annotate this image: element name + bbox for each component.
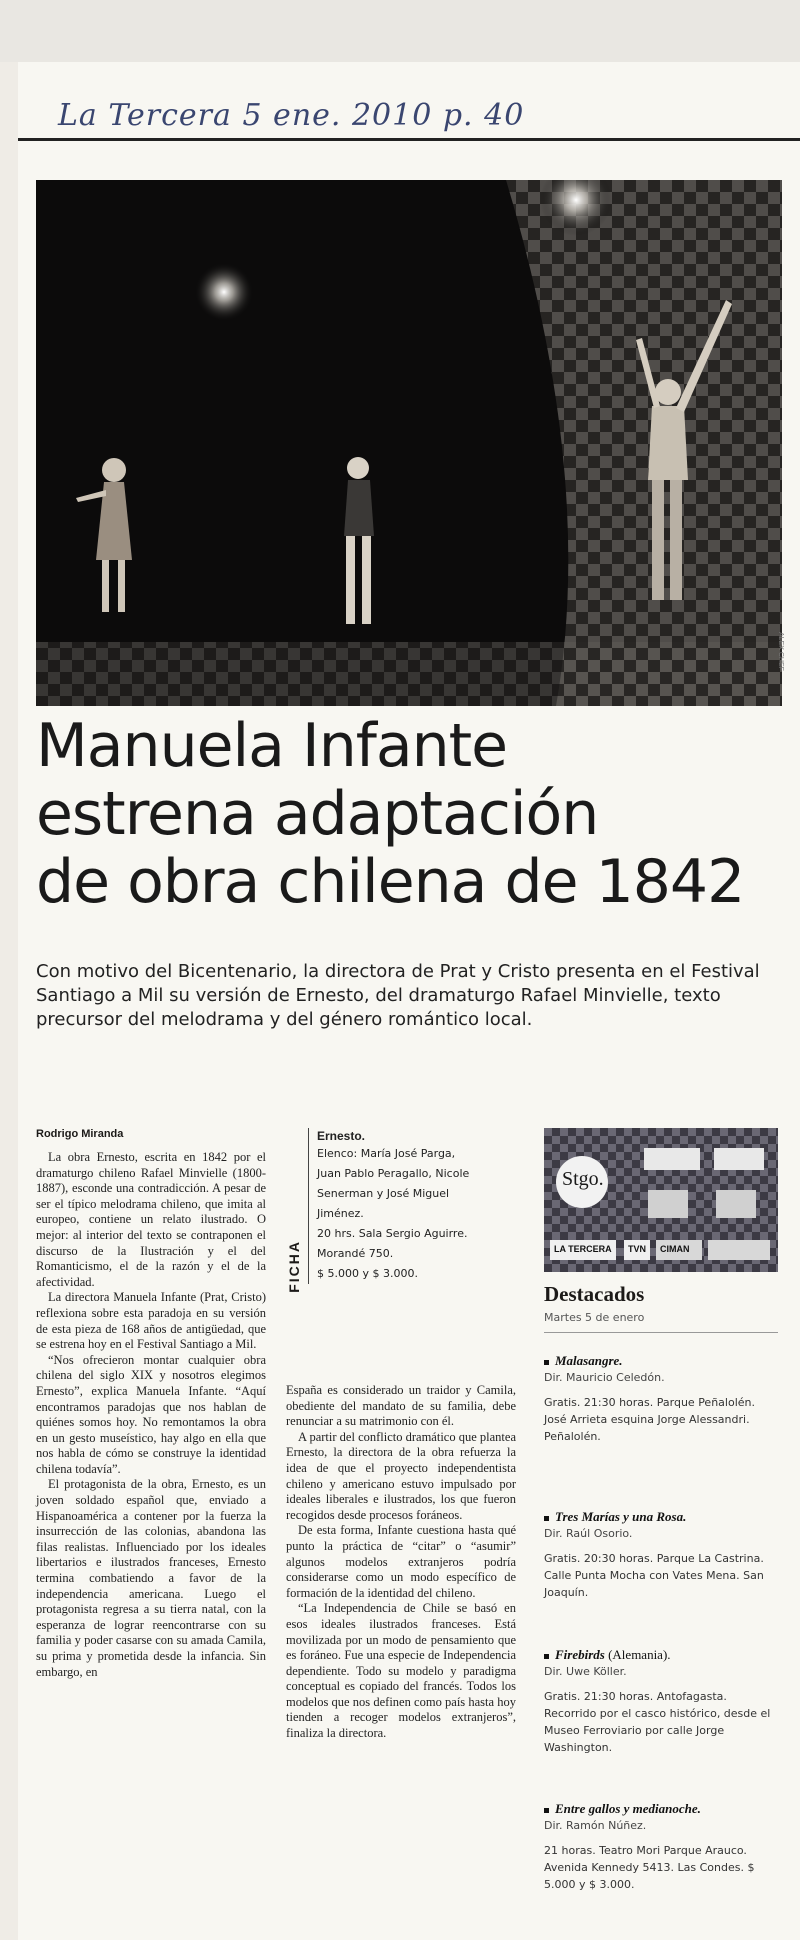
scan-top-margin [0, 0, 800, 62]
headline-line: Manuela Infante [36, 711, 508, 781]
stage-photo-illustration [36, 180, 782, 706]
article-column-2 [286, 1383, 516, 1742]
fact-box-line: $ 5.000 y $ 3.000. [317, 1267, 418, 1280]
event-director: Dir. Uwe Köller. [544, 1665, 627, 1678]
fact-box-line: Jiménez. [317, 1207, 364, 1220]
highlight-event [544, 1646, 778, 1756]
fact-box-line: Senerman y José Miguel [317, 1187, 450, 1200]
fact-box-line: Elenco: María José Parga, [317, 1147, 456, 1160]
header-rule [18, 138, 800, 141]
bullet-icon [544, 1516, 549, 1521]
highlight-event [544, 1352, 778, 1445]
event-details: Gratis. 21:30 horas. Antofagasta. Recorrido por el casco histórico, desde el Museo Ferroviario por calle Jorge Washington. [544, 1690, 771, 1754]
handwritten-source-note: La Tercera 5 ene. 2010 p. 40 [58, 98, 525, 133]
headline-line: estrena adaptación [36, 779, 599, 849]
fact-box-line: Juan Pablo Peragallo, Nicole [317, 1167, 470, 1180]
event-director: Dir. Raúl Osorio. [544, 1527, 633, 1540]
fact-box-line: 20 hrs. Sala Sergio Aguirre. [317, 1227, 468, 1240]
fact-box [286, 1128, 500, 1298]
subheadline: Con motivo del Bicentenario, la directora de Prat y Cristo presenta en el Festival Santiago a Mil su versión de Ernesto, del dramaturgo Rafael Minvielle, texto precursor del melodrama y del género romántico local. [36, 961, 760, 1030]
paragraph: La directora Manuela Infante (Prat, Cristo) reflexiona sobre esta paradoja en su versión de esta pieza de 168 años de antigüedad, que se estrena hoy en el Festival Santiago a Mil. [36, 1290, 266, 1352]
fact-box-line: Morandé 750. [317, 1247, 394, 1260]
paragraph: El protagonista de la obra, Ernesto, es un joven soldado español que, enviado a Hispanoamérica a contener por la fuerza la insurrección de las colonias, abandona las filas realistas. Influenciado por los ideales libertarios e ilustrados franceses, Ernesto termina combatiendo a favor de la independencia americana. Luego el protagonista regresa a su tierra natal, con la esperanza de lograr reencontrarse con su familia y poder casarse con su amada Camila, su prima y prometida desde la infancia. Sin embargo, en [36, 1477, 266, 1679]
fact-box-label: FICHA [286, 1240, 302, 1293]
highlights-header [544, 1282, 778, 1333]
photo-credit: ALEX CHEF [777, 632, 784, 671]
event-details: Gratis. 20:30 horas. Parque La Castrina. Calle Punta Mocha con Vates Mena. San Joaquín. [544, 1552, 764, 1599]
paragraph: A partir del conflicto dramático que plantea Ernesto, la directora de la obra refuerza la idea de que el proyecto independentista chileno y americano estuvo impulsado por ideales liberales e ilustrados, los que fueron recogidos desde procesos foráneos. [286, 1429, 516, 1522]
event-director: Dir. Mauricio Celedón. [544, 1371, 665, 1384]
event-name: Malasangre. [555, 1353, 623, 1368]
stage-photo [36, 180, 782, 706]
paragraph: De esta forma, Infante cuestiona hasta qué punto la práctica de “citar” o “asumir” algunos modelos extranjeros podría considerarse como un modo específico de formación de la identidad del chileno. [286, 1523, 516, 1600]
bullet-icon [544, 1360, 549, 1365]
headline-line: de obra chilena de 1842 [36, 847, 745, 917]
paragraph: La obra Ernesto, escrita en 1842 por el dramaturgo chileno Rafael Minvielle (1800-1887), esconde una contradicción. A pesar de ser el típico melodrama chileno, que imita al europeo, contiene un relato ilustrado. O mejor: al interior del texto se contraponen el discurso de la Ilustración y el del Romanticismo, el de la razón y el de la afectividad. [36, 1150, 266, 1289]
paragraph: “La Independencia de Chile se basó en esos ideales ilustrados franceses. Está movilizada por un modo de pensamiento que es foráneo. Fue una especie de Independencia dependiente. Todo su modelo y paradigma conceptual es copiado del francés. Todos los modelos que nos definen como país hasta hoy tienden a recoger modelos extranjeros”, finaliza la directora. [286, 1601, 516, 1741]
event-name: Tres Marías y una Rosa. [555, 1509, 687, 1524]
event-name: Entre gallos y medianoche. [555, 1801, 701, 1816]
festival-sponsor-logo [544, 1128, 778, 1272]
paragraph: España es considerado un traidor y Camila, obediente del mandato de su familia, debe renunciar a su matrimonio con él. [286, 1383, 516, 1429]
fact-box-title: Ernesto. [317, 1129, 366, 1143]
event-details: 21 horas. Teatro Mori Parque Arauco. Avenida Kennedy 5413. Las Condes. $ 5.000 y $ 3.000. [544, 1844, 755, 1891]
paragraph: “Nos ofrecieron montar cualquier obra chilena del siglo XIX y nosotros elegimos Ernesto”, explica Manuela Infante. “Aquí encontramos paradojas que nos hablan de quiénes somos hoy. No remontamos la obra en un gesto museístico, hay algo en ella que nos habla de cómo se construye la identidad chilena todavía”. [36, 1352, 266, 1476]
bullet-icon [544, 1808, 549, 1813]
event-director: Dir. Ramón Núñez. [544, 1819, 647, 1832]
highlights-date: Martes 5 de enero [544, 1311, 778, 1333]
event-name: Firebirds [555, 1647, 605, 1662]
sponsor-label: LA TERCERA [554, 1244, 612, 1254]
event-name-suffix: (Alemania). [604, 1647, 671, 1662]
sponsor-label: CIMAN [660, 1244, 690, 1254]
headline [36, 712, 776, 916]
festival-logo-text: Stgo. [562, 1168, 604, 1190]
sponsor-label: TVN [628, 1244, 646, 1254]
byline: Rodrigo Miranda [36, 1128, 124, 1140]
fact-box-content [308, 1128, 503, 1284]
article-column-1 [36, 1150, 266, 1680]
highlights-title: Destacados [544, 1282, 645, 1306]
highlight-event [544, 1508, 778, 1601]
highlight-event [544, 1800, 778, 1893]
event-details: Gratis. 21:30 horas. Parque Peñalolén. José Arrieta esquina Jorge Alessandri. Peñalolén. [544, 1396, 755, 1443]
bullet-icon [544, 1654, 549, 1659]
